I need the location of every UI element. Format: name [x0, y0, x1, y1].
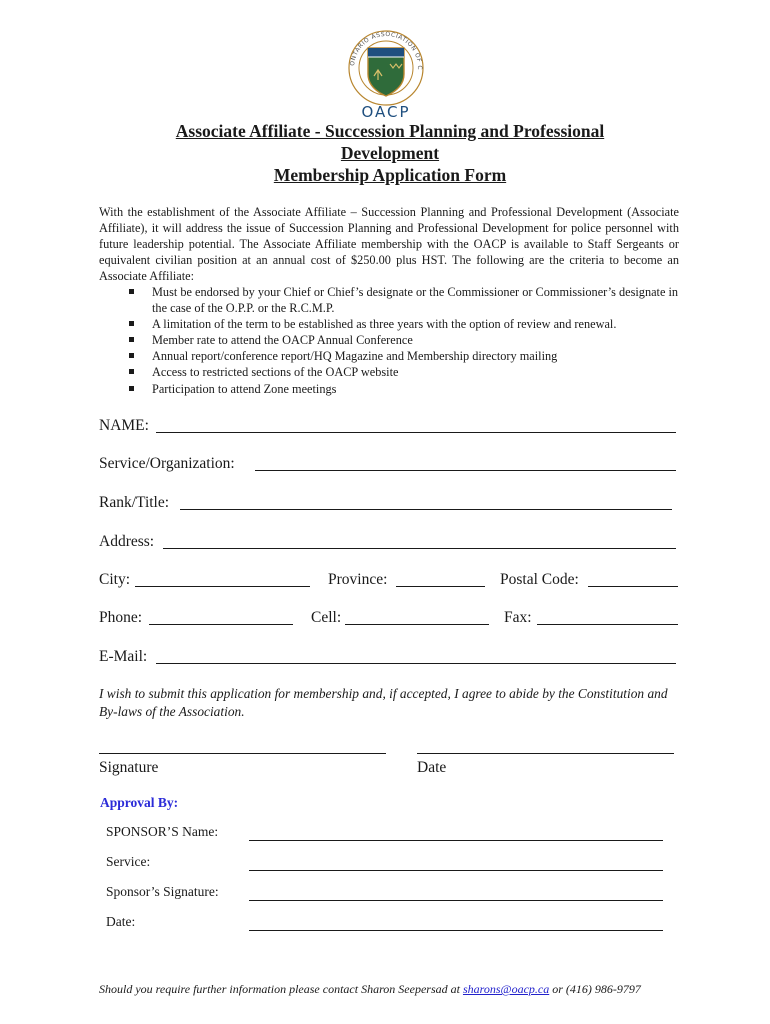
footer-text: Should you require further information please contact Sharon Seepersad at	[99, 982, 460, 996]
list-item: Member rate to attend the OACP Annual Conference	[127, 332, 679, 348]
service-field[interactable]	[255, 470, 676, 471]
phone-label: Phone:	[99, 609, 143, 626]
fax-label: Fax:	[504, 609, 532, 626]
footer-phone: or (416) 986-9797	[552, 982, 641, 996]
address-field[interactable]	[163, 548, 676, 549]
intro-paragraph: With the establishment of the Associate Affiliate – Succession Planning and Professional Development (Associate Affiliate), it will address the issue of Succession Planning and Professional Development for police personnel with future leadership potential. The Associate Affiliate membership with the OACP is available to Staff Sergeants or equivalent civilian position at an annual cost of $250.00 plus HST. The following are the criteria to become an Associate Affiliate:	[99, 205, 679, 284]
city-label: City:	[99, 571, 131, 588]
criteria-list	[127, 284, 679, 397]
sponsor-service-label: Service:	[106, 854, 151, 869]
list-item: Participation to attend Zone meetings	[127, 381, 679, 397]
name-label: NAME:	[99, 417, 149, 434]
rank-label: Rank/Title:	[99, 494, 170, 511]
service-label: Service/Organization:	[99, 455, 235, 472]
list-item: Access to restricted sections of the OACP website	[127, 364, 679, 380]
footer-contact	[99, 982, 641, 997]
address-label: Address:	[99, 533, 155, 550]
date-field[interactable]	[417, 753, 674, 754]
declaration-text: I wish to submit this application for membership and, if accepted, I agree to abide by the Constitution and By-laws of the Association.	[99, 686, 668, 719]
oacp-logo	[340, 24, 432, 124]
signature-field[interactable]	[99, 753, 386, 754]
sponsor-date-field[interactable]	[249, 930, 663, 931]
approval-heading: Approval By:	[100, 795, 179, 810]
phone-field[interactable]	[149, 624, 293, 625]
sponsor-name-label: SPONSOR’S Name:	[106, 824, 219, 839]
email-label: E-Mail:	[99, 648, 148, 665]
date-label: Date	[417, 759, 447, 776]
city-field[interactable]	[135, 586, 310, 587]
fax-field[interactable]	[537, 624, 678, 625]
logo-ring-text: ONTARIO ASSOCIATION OF C	[349, 30, 424, 71]
sponsor-signature-label: Sponsor’s Signature:	[106, 884, 219, 899]
contact-email-link[interactable]: sharons@oacp.ca	[462, 982, 550, 996]
list-item: A limitation of the term to be established as three years with the option of review and renewal.	[127, 316, 679, 332]
sponsor-name-field[interactable]	[249, 840, 663, 841]
form-title-line1: Associate Affiliate - Succession Planning and Professional	[175, 121, 605, 141]
postal-code-field[interactable]	[588, 586, 678, 587]
list-item: Must be endorsed by your Chief or Chief’s designate or the Commissioner or Commissioner’s designate in the case of the O.P.P. or the R.C.M.P.	[127, 284, 679, 316]
logo-wordmark: OACP	[361, 103, 411, 121]
postal-code-label: Postal Code:	[500, 571, 579, 588]
signature-label: Signature	[99, 759, 159, 776]
form-title-line2: Development	[340, 143, 440, 163]
province-field[interactable]	[396, 586, 485, 587]
rank-field[interactable]	[180, 509, 672, 510]
sponsor-signature-field[interactable]	[249, 900, 663, 901]
sponsor-date-label: Date:	[106, 914, 136, 929]
list-item: Annual report/conference report/HQ Magazine and Membership directory mailing	[127, 348, 679, 364]
name-field[interactable]	[156, 432, 676, 433]
cell-field[interactable]	[345, 624, 489, 625]
province-label: Province:	[328, 571, 388, 588]
email-field[interactable]	[156, 663, 676, 664]
form-title-line3: Membership Application Form	[273, 165, 507, 185]
sponsor-service-field[interactable]	[249, 870, 663, 871]
cell-label: Cell:	[311, 609, 342, 626]
